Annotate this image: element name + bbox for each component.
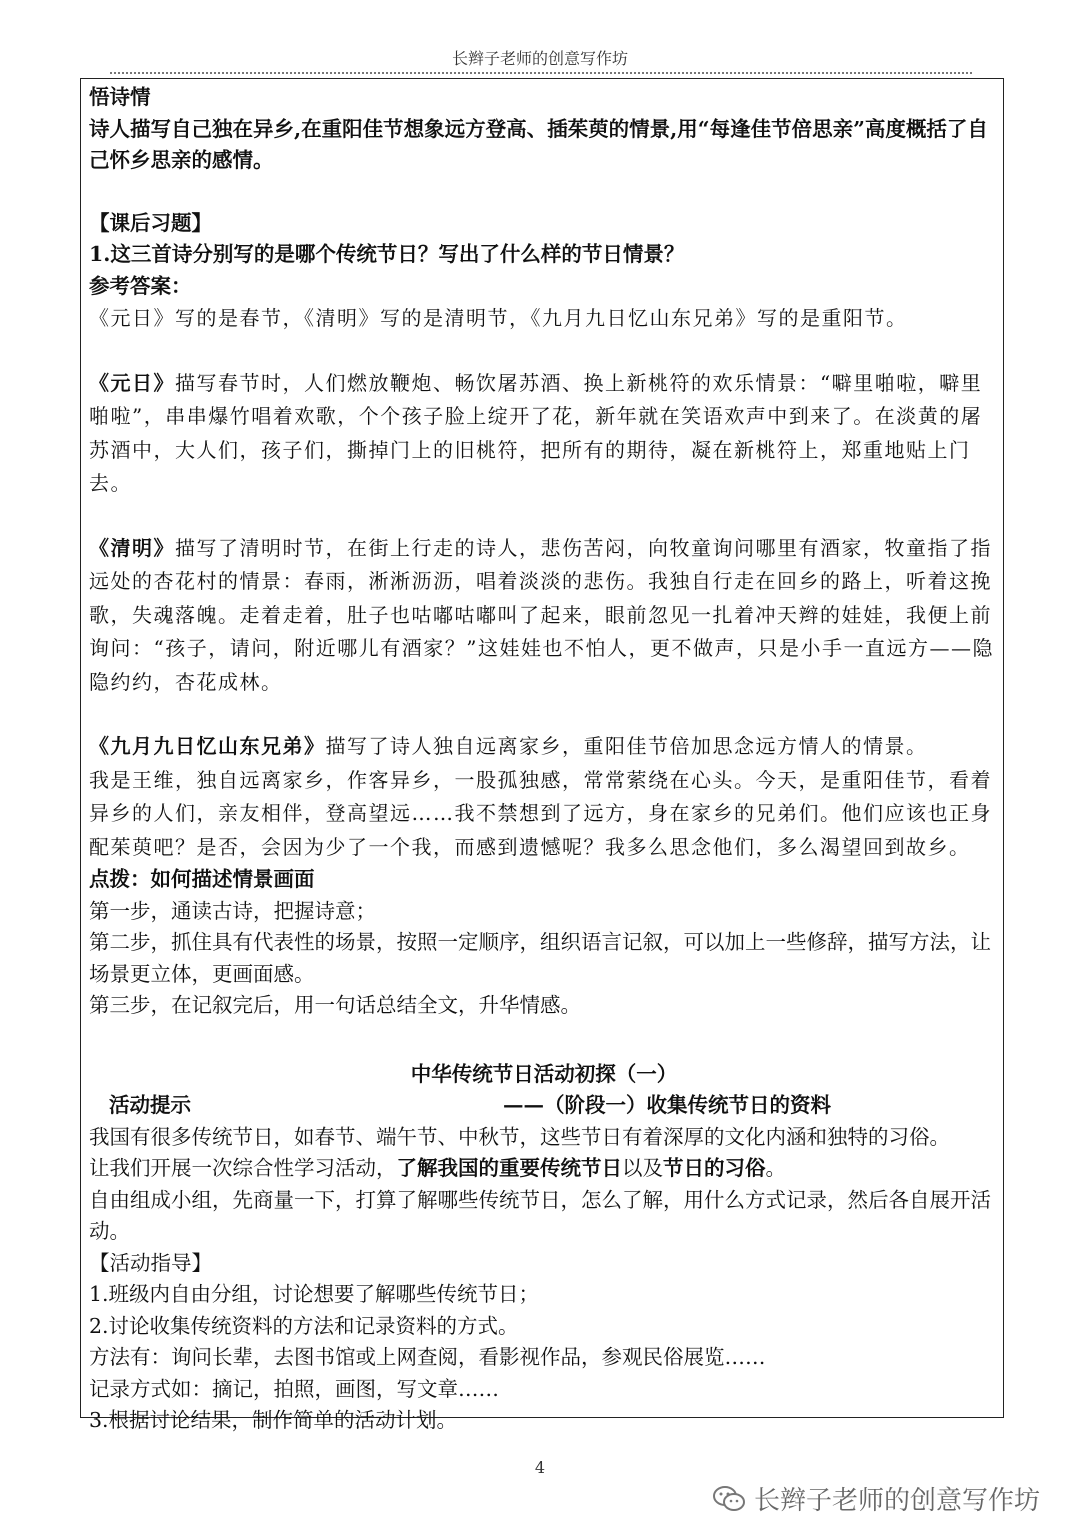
wechat-icon <box>712 1485 746 1513</box>
guide-4: 记录方式如：摘记，拍照，画图，写文章…… <box>89 1376 499 1401</box>
page-header: 长辫子老师的创意写作坊 <box>451 49 628 68</box>
activity-row <box>89 1090 999 1122</box>
jiuyue-paragraph <box>89 730 999 764</box>
intro-3: 自由组成小组，先商量一下，打算了解哪些传统节日，怎么了解，用什么方式记录，然后各自展开活动。 <box>89 1187 991 1243</box>
guide-2: 2.讨论收集传统资料的方法和记录资料的方式。 <box>89 1313 519 1338</box>
jiuyue-title: 《九月九日忆山东兄弟》 <box>89 734 326 758</box>
watermark <box>712 1480 1040 1517</box>
intro-2a: 让我们开展一次综合性学习活动， <box>89 1156 397 1180</box>
intro-2c: 以及 <box>622 1156 663 1180</box>
intro-2d: 节日的习俗 <box>663 1156 766 1180</box>
question-1: 1.这三首诗分别写的是哪个传统节日？写出了什么样的节日情景？ <box>89 242 685 266</box>
guide-3: 方法有：询问长辈，去图书馆或上网查阅，看影视作品，参观民俗展览…… <box>89 1345 766 1369</box>
qingming-paragraph <box>89 532 999 700</box>
intro-2e: 。 <box>765 1156 786 1180</box>
yuanri-title: 《元日》 <box>89 370 175 395</box>
step-1: 第一步，通读古诗，把握诗意； <box>89 898 376 923</box>
page-number: 4 <box>534 1458 546 1477</box>
guide-1: 1.班级内自由分组，讨论想要了解哪些传统节日； <box>89 1282 540 1306</box>
yuanri-paragraph <box>89 367 999 501</box>
intro-2b: 了解我国的重要传统节日 <box>396 1156 622 1180</box>
guide-5: 3.根据讨论结果，制作简单的活动计划。 <box>89 1408 458 1432</box>
activity-hint: 活动提示 <box>109 1093 191 1117</box>
wu-title: 悟诗情 <box>89 85 151 109</box>
jiuyue-text: 描写了诗人独自远离家乡，重阳佳节倍加思念远方情人的情景。 <box>325 734 928 758</box>
header-rule <box>110 72 972 74</box>
guide-heading: 【活动指导】 <box>89 1250 212 1275</box>
step-2: 第二步，抓住具有代表性的场景，按照一定顺序，组织语言记叙，可以加上一些修辞，描写方法，让场景更立体，更画面感。 <box>89 930 991 986</box>
qingming-title: 《清明》 <box>89 535 175 560</box>
watermark-text: 长辫子老师的创意写作坊 <box>754 1486 1041 1516</box>
activity-stage: ——（阶段一）收集传统节日的资料 <box>503 1093 831 1117</box>
answer-label: 参考答案： <box>89 273 192 298</box>
wu-text: 诗人描写自己独在异乡,在重阳佳节想象远方登高、插茱萸的情景,用“每逢佳节倍思亲”高度概括了自己怀乡思亲的感情。 <box>89 116 988 172</box>
step-3: 第三步，在记叙完后，用一句话总结全文，升华情感。 <box>89 993 581 1017</box>
yuanri-text: 描写春节时，人们燃放鞭炮、畅饮屠苏酒、换上新桃符的欢乐情景：“噼里啪啦，噼里啪啦”，串串爆竹唱着欢歌，个个孩子脸上绽开了花，新年就在笑语欢声中到来了。在淡黄的屠苏酒中，大人们，孩子们，撕掉门上的旧桃符，把所有的期待，凝在新桃符上，郑重地贴上门去。 <box>89 370 983 495</box>
exercise-heading: 【课后习题】 <box>89 210 212 235</box>
qingming-text: 描写了清明时节，在街上行走的诗人，悲伤苦闷，向牧童询问哪里有酒家，牧童指了指远处的杏花村的情景：春雨，淅淅沥沥，唱着淡淡的悲伤。我独自行走在回乡的路上，听着这挽歌，失魂落魄。走着走着，肚子也咕嘟咕嘟叫了起来，眼前忽见一扎着冲天辫的娃娃，我便上前询问：“孩子，请问，附近哪儿有酒家？”这娃娃也不怕人，更不做声，只是小手一直远方——隐隐约约，杏花成林。 <box>89 535 994 694</box>
tip-title: 点拨：如何描述情景画面 <box>89 867 315 891</box>
answer-summary: 《元日》写的是春节，《清明》写的是清明节，《九月九日忆山东兄弟》写的是重阳节。 <box>89 306 908 330</box>
document-body <box>89 82 999 1437</box>
intro-2 <box>89 1153 999 1185</box>
intro-1: 我国有很多传统节日，如春节、端午节、中秋节，这些节日有着深厚的文化内涵和独特的习俗。 <box>89 1124 950 1149</box>
jiuyue-text-2: 我是王维，独自远离家乡，作客异乡，一股孤独感，常常萦绕在心头。今天，是重阳佳节，看着异乡的人们，亲友相伴，登高望远……我不禁想到了远方，身在家乡的兄弟们。他们应该也正身配茱萸吧？是否，会因为少了一个我，而感到遗憾呢？我多么思念他们，多么渴望回到故乡。 <box>89 767 992 859</box>
activity-title: 中华传统节日活动初探（一） <box>410 1061 678 1086</box>
